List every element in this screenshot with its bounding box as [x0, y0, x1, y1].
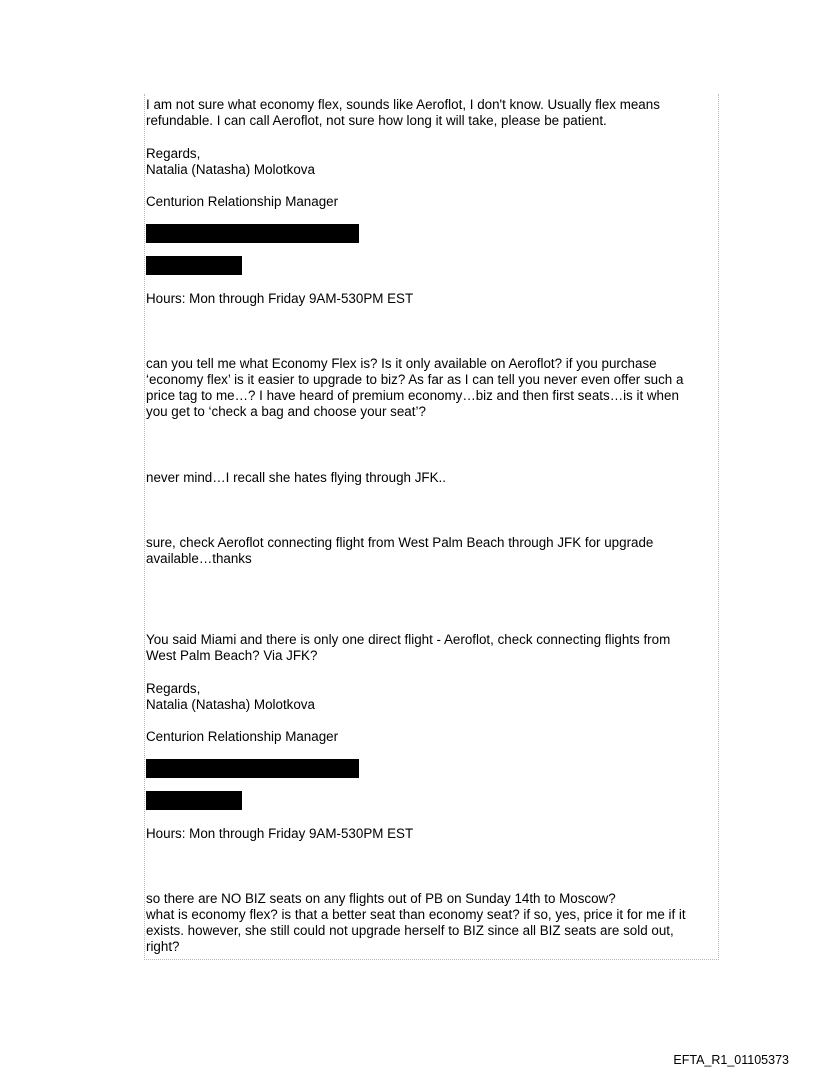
- signature-1-title: Centurion Relationship Manager: [146, 194, 339, 209]
- message-5-line-2: West Palm Beach? Via JFK?: [146, 648, 318, 663]
- signature-1-name: Natalia (Natasha) Molotkova: [146, 162, 315, 177]
- signature-2-hours: Hours: Mon through Friday 9AM-530PM EST: [146, 826, 414, 841]
- signature-1-regards: Regards,: [146, 146, 201, 161]
- redaction-bar-4: [146, 791, 242, 810]
- message-2-line-4: you get to ‘check a bag and choose your seat’?: [146, 404, 426, 419]
- message-2-line-3: price tag to me…? I have heard of premium economy…biz and then first seats…is it when: [146, 388, 679, 403]
- redaction-bar-2: [146, 256, 242, 275]
- message-4-line-1: sure, check Aeroflot connecting flight from West Palm Beach through JFK for upgrade: [146, 535, 654, 550]
- message-4-line-2: available…thanks: [146, 551, 252, 566]
- message-6-line-2: what is economy flex? is that a better seat than economy seat? if so, yes, price it for me if it: [146, 907, 686, 922]
- message-6-line-4: right?: [146, 939, 180, 954]
- message-5-line-1: You said Miami and there is only one direct flight - Aeroflot, check connecting flights from: [146, 632, 671, 647]
- document-id: EFTA_R1_01105373: [673, 1053, 789, 1067]
- message-3-line-1: never mind…I recall she hates flying through JFK..: [146, 470, 446, 485]
- message-6-line-1: so there are NO BIZ seats on any flights out of PB on Sunday 14th to Moscow?: [146, 891, 616, 906]
- message-1-line-2: refundable. I can call Aeroflot, not sure how long it will take, please be patient.: [146, 113, 607, 128]
- message-6-line-3: exists. however, she still could not upgrade herself to BIZ since all BIZ seats are sold out,: [146, 923, 674, 938]
- signature-2-title: Centurion Relationship Manager: [146, 729, 339, 744]
- redaction-bar-1: [146, 224, 359, 243]
- signature-1-hours: Hours: Mon through Friday 9AM-530PM EST: [146, 291, 414, 306]
- message-2-line-1: can you tell me what Economy Flex is? Is it only available on Aeroflot? if you purchase: [146, 356, 657, 371]
- message-2-line-2: ‘economy flex’ is it easier to upgrade to biz? As far as I can tell you never even offer such a: [146, 372, 684, 387]
- redaction-bar-3: [146, 759, 359, 778]
- signature-2-regards: Regards,: [146, 681, 201, 696]
- message-1-line-1: I am not sure what economy flex, sounds like Aeroflot, I don't know. Usually flex means: [146, 97, 660, 112]
- signature-2-name: Natalia (Natasha) Molotkova: [146, 697, 315, 712]
